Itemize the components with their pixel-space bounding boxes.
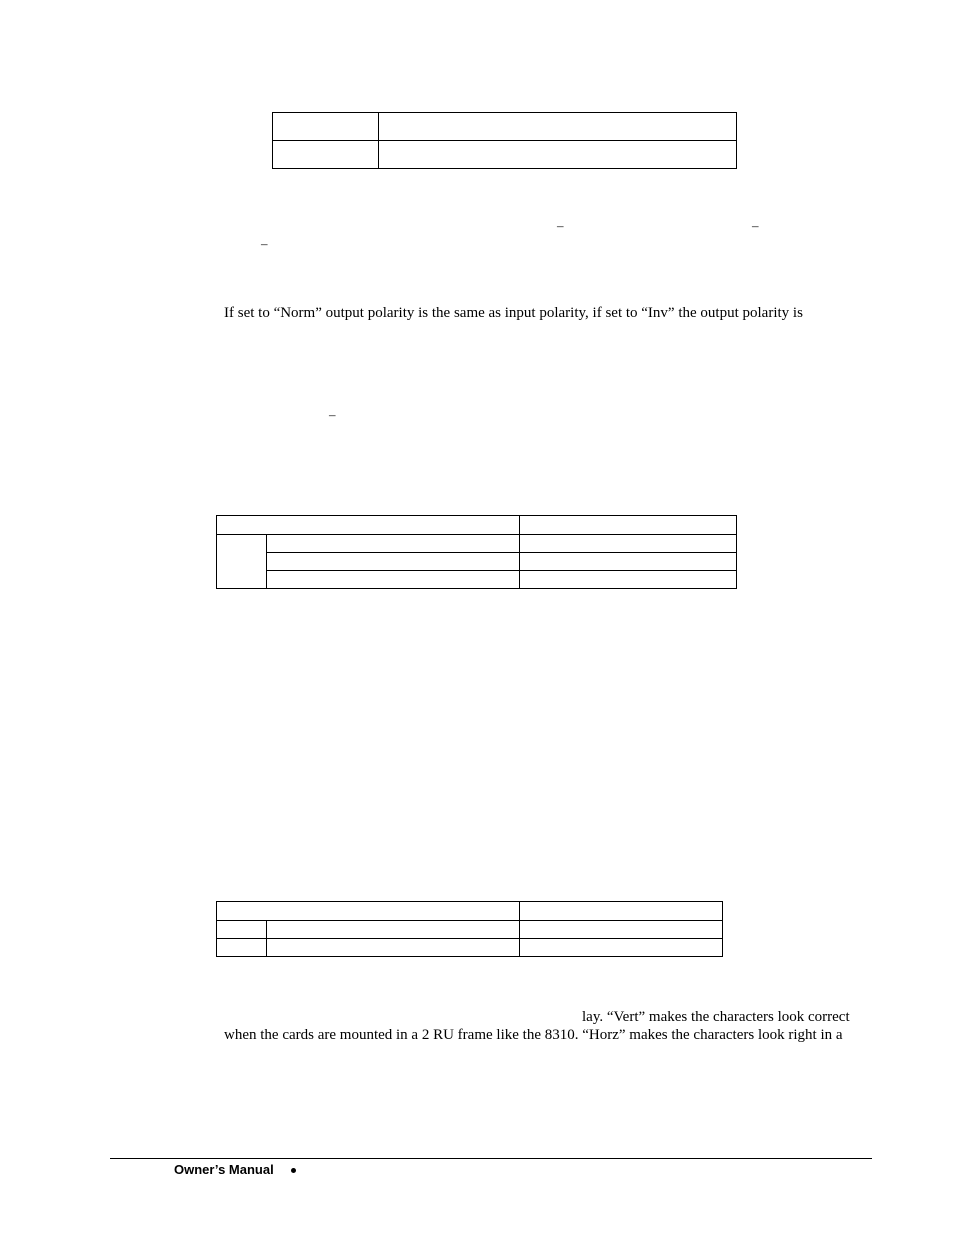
table-cell <box>217 516 520 535</box>
table-cell <box>267 535 520 553</box>
dash-mark: – <box>557 218 564 233</box>
table-cell <box>217 939 267 957</box>
display-paragraph-line-2: when the cards are mounted in a 2 RU frame like the 8310. “Horz” makes the characters look right in a <box>224 1027 843 1043</box>
table-row <box>217 939 723 957</box>
table-row <box>217 921 723 939</box>
table-row <box>217 535 737 553</box>
table-row <box>273 141 737 169</box>
table-cell <box>520 902 723 921</box>
table-cell <box>217 921 267 939</box>
table-cell <box>520 921 723 939</box>
table-cell <box>267 939 520 957</box>
table-cell <box>379 141 737 169</box>
table-cell <box>217 535 267 589</box>
table-middle <box>216 515 737 589</box>
table-top <box>272 112 737 169</box>
bullet-icon <box>291 1168 296 1173</box>
table-cell <box>520 553 737 571</box>
table-cell <box>520 535 737 553</box>
table-bottom <box>216 901 723 957</box>
table-row <box>273 113 737 141</box>
dash-mark: – <box>261 236 268 251</box>
table-header-row <box>217 516 737 535</box>
table-cell <box>273 113 379 141</box>
table-row <box>217 571 737 589</box>
table-cell <box>379 113 737 141</box>
table-cell <box>267 553 520 571</box>
table-cell <box>267 921 520 939</box>
table-cell <box>520 516 737 535</box>
table-cell <box>273 141 379 169</box>
polarity-paragraph: If set to “Norm” output polarity is the same as input polarity, if set to “Inv” the output polarity is <box>224 305 803 321</box>
dash-mark: – <box>752 218 759 233</box>
footer-title: Owner’s Manual <box>174 1162 274 1177</box>
dash-mark: – <box>329 407 336 422</box>
display-paragraph-line-1: lay. “Vert” makes the characters look correct <box>582 1009 850 1025</box>
table-cell <box>520 939 723 957</box>
table-row <box>217 553 737 571</box>
table-header-row <box>217 902 723 921</box>
table-cell <box>520 571 737 589</box>
table-cell <box>267 571 520 589</box>
footer-rule <box>110 1158 872 1159</box>
table-cell <box>217 902 520 921</box>
